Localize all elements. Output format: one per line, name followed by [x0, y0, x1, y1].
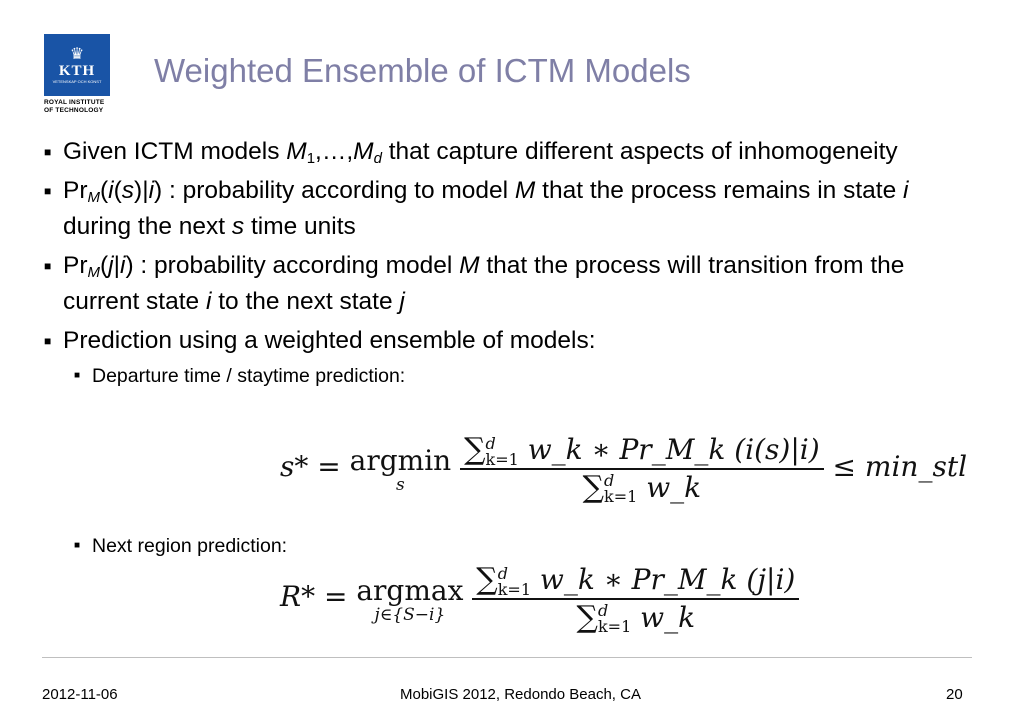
subbullet-departure [40, 362, 980, 390]
formula-fraction [472, 562, 799, 635]
bullet-text: : probability according model [133, 252, 460, 279]
bullet-text: to the next state [211, 288, 400, 315]
bullet-text: ,…, [315, 138, 354, 165]
logo-subtext: VETENSKAP OCH KONST [52, 78, 102, 84]
formula-departure [280, 432, 967, 505]
math-paren: ) [154, 177, 163, 204]
math-paren: | [113, 252, 120, 279]
logo-caption-line1: ROYAL INSTITUTE [44, 99, 105, 106]
sum-symbol: ∑ [582, 469, 605, 505]
bullet-text: Prediction using a weighted ensemble of models: [63, 327, 596, 354]
square-bullet-icon: ■ [44, 184, 52, 198]
formula-op-sub: j∈{S−i} [374, 604, 446, 625]
slide-content [40, 134, 980, 390]
sum-symbol: ∑ [576, 599, 598, 635]
sum-lower: k=1 [604, 487, 638, 506]
numerator-text: w_k ∗ Pr_M_k (j|i) [531, 563, 796, 596]
math-var: M [286, 138, 307, 165]
square-bullet-icon: ■ [74, 370, 81, 381]
math-var: i [120, 252, 126, 279]
math-var: j [108, 252, 114, 279]
sum-upper: d [485, 433, 496, 453]
sum-lower: k=1 [497, 579, 531, 599]
numerator-text: w_k ∗ Pr_M_k (i(s)|i) [518, 433, 820, 466]
sum-upper: d [597, 601, 609, 620]
subbullet-next-region [40, 532, 692, 560]
formula-operator [356, 574, 463, 624]
square-bullet-icon: ■ [74, 540, 81, 551]
bullet-text: that the process remains in state [535, 177, 904, 204]
formula-op: argmax [356, 573, 464, 607]
math-var: M [459, 252, 480, 279]
math-var: M [514, 177, 536, 204]
math-var: s [231, 213, 245, 240]
math-sub: M [87, 189, 100, 206]
math-paren: ( [100, 252, 109, 279]
formula-op: argmin [349, 443, 452, 477]
sum-symbol: ∑ [464, 432, 486, 467]
logo-caption-line2: OF TECHNOLOGY [44, 107, 104, 114]
formula-next-region [280, 562, 799, 635]
sum-upper: d [604, 471, 615, 490]
formula-numerator [460, 432, 824, 470]
logo-caption [44, 99, 110, 115]
bullet-text: during the next [63, 213, 232, 240]
math-pr: Pr [63, 177, 88, 204]
formula-denominator [472, 600, 799, 636]
formula-denominator [460, 470, 824, 506]
formula-lhs: s* = [280, 450, 350, 483]
kth-logo-emblem [44, 34, 110, 96]
math-var: i [205, 288, 212, 315]
formula-numerator [472, 562, 799, 600]
math-paren: ( [100, 177, 109, 204]
math-paren: )| [134, 177, 149, 204]
bullet-prediction [40, 323, 980, 359]
footer-venue: MobiGIS 2012, Redondo Beach, CA [400, 686, 641, 703]
formula-fraction [460, 432, 824, 505]
bullet-given-models [40, 134, 980, 170]
denominator-text: w_k [637, 470, 702, 504]
bullet-text: time units [244, 213, 356, 240]
math-var: j [399, 288, 405, 315]
subbullet-text: Next region prediction: [92, 535, 288, 557]
subbullet-text: Departure time / staytime prediction: [92, 365, 406, 387]
bullet-stay-probability [40, 173, 980, 245]
footer-page-number: 20 [946, 686, 963, 703]
math-var: i [903, 177, 909, 204]
sum-symbol: ∑ [476, 562, 498, 597]
math-sub: d [373, 150, 382, 167]
math-paren: ( [113, 177, 122, 204]
bullet-text: Given ICTM models [63, 138, 287, 165]
math-sub: 1 [306, 150, 316, 167]
formula-op-sub: s [396, 474, 405, 495]
math-paren: ) [125, 252, 134, 279]
footer-date: 2012-11-06 [42, 686, 118, 703]
math-var: M [353, 138, 374, 165]
square-bullet-icon: ■ [44, 334, 52, 348]
bullet-text: that the process will transition from the current state [63, 252, 905, 315]
math-sub: M [87, 264, 100, 281]
denominator-text: w_k [631, 600, 696, 634]
footer-divider [42, 657, 972, 658]
bullet-text: : probability according to model [162, 177, 515, 204]
math-var: i [148, 177, 155, 204]
bullet-text: that capture different aspects of inhomogeneity [381, 138, 898, 165]
slide-title: Weighted Ensemble of ICTM Models [154, 52, 691, 89]
formula-rhs: ≤ min_stl [832, 450, 968, 483]
crown-icon: ♛ [69, 45, 85, 63]
sum-upper: d [497, 563, 508, 583]
formula-lhs: R* = [280, 580, 357, 613]
formula-operator [350, 444, 452, 494]
bullet-transition-probability [40, 248, 980, 320]
sum-lower: k=1 [485, 449, 519, 469]
kth-logo [44, 34, 110, 118]
logo-text: KTH [58, 62, 96, 79]
math-pr: Pr [63, 252, 88, 279]
square-bullet-icon: ■ [44, 259, 52, 273]
math-var: s [121, 177, 135, 204]
square-bullet-icon: ■ [44, 145, 52, 159]
sum-lower: k=1 [597, 617, 632, 636]
math-var: i [108, 177, 114, 204]
